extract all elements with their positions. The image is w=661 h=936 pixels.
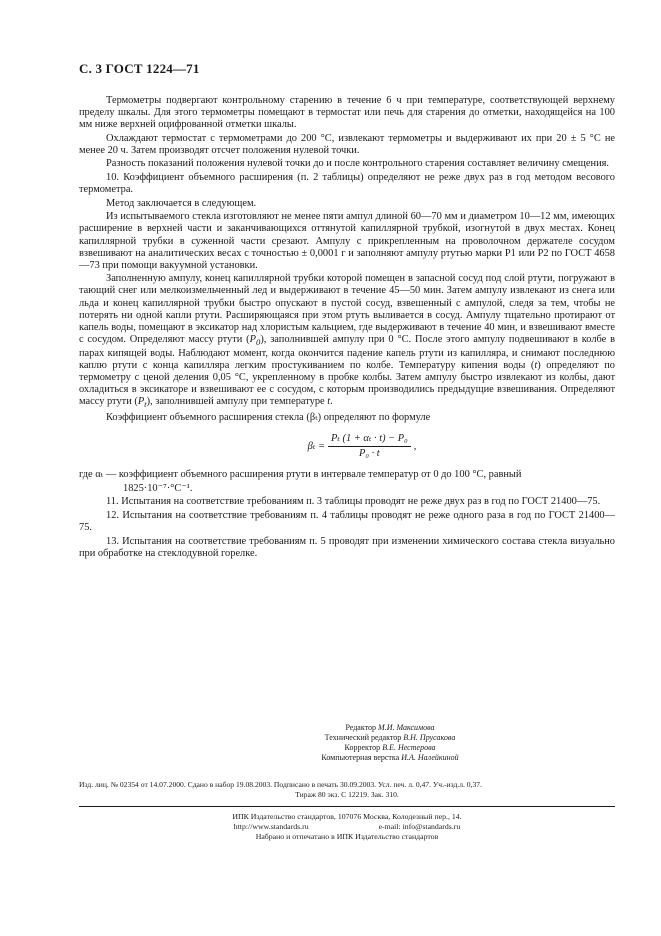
paragraph-item-11: 11. Испытания на соответствие требованиям п. 3 таблицы проводят не реже двух раз в год по ГОСТ 21400—75. (106, 496, 601, 508)
credit-layout: Компьютерная верстка И.А. Налейкиной (321, 753, 459, 762)
procedure-text-d: ), заполнившей ампулу при температуре (146, 396, 328, 408)
credit-editor: Редактор М.И. Максимова (345, 723, 435, 732)
formula-fraction (328, 433, 411, 460)
paragraph-shift: Разность показаний положения нулевой точки до и после контрольного старения составляет величину смещения. (106, 158, 610, 170)
symbol-pt: $P_t$ (137, 396, 147, 410)
publisher-website: http://www.standards.ru (233, 822, 309, 831)
credit-tech-editor: Технический редактор В.Н. Прусакова (324, 733, 456, 742)
page-header: С. 3 ГОСТ 1224—71 (79, 61, 200, 76)
procedure-text-b: ), заполнившей ампулу при 0 °С. После этого ампулу подвешивают в колбе в парах кипящей воды. Наблюдают момент, когда окончится падение капель ртути из капилляра, и снимают последнюю каплю ртути с конца капилляра легким простукиванием по колбе. Температуру кипения воды ( (79, 333, 615, 372)
imprint-line-2: Тираж 80 экз. С 12219. Зак. 310. (295, 790, 399, 799)
imprint-line-1: Изд. лиц. № 02354 от 14.07.2000. Сдано в набор 19.08.2003. Подписано в печать 30.09.2003. Усл. печ. л. 0,47. Уч.-изд.л. 0,37. (79, 780, 482, 789)
symbol-p0: $P_0$ (249, 333, 261, 347)
paragraph-item-10: 10. Коэффициент объемного расширения (п. 2 таблицы) определяют не реже двух раз в год методом весового термометра. (79, 172, 615, 196)
editorial-credits (240, 723, 540, 763)
formula-numerator: Pₜ (1 + αₜ · t) − P₀ (328, 433, 411, 447)
body-text (79, 95, 615, 561)
credit-corrector: Корректор В.Е. Нестерова (344, 743, 436, 752)
formula-denominator: P₀ · t (359, 448, 380, 460)
formula-lhs: βₜ = (307, 440, 326, 452)
procedure-text-c: ) определяют по термометру с ценой деления 0,05 °С, укрепленному в пробке колбы. Затем ампулу быстро извлекают из колбы, дают охладиться в эксикаторе и взвешивают ее с сосудом, с которым производились предыдущие взвешивания. Определяют массу ртути ( (79, 360, 615, 408)
publisher-email: e-mail: info@standards.ru (378, 822, 461, 831)
paragraph-method: Метод заключается в следующем. (106, 197, 257, 209)
paragraph-item-12: 12. Испытания на соответствие требованиям п. 4 таблицы проводят не реже одного раза в год по ГОСТ 21400—75. (79, 510, 615, 534)
formula-comma: , (413, 440, 417, 452)
imprint-info (79, 780, 615, 800)
publisher-printed: Набрано и отпечатано в ИПК Издательство стандартов (255, 832, 439, 841)
publisher-address: ИПК Издательство стандартов, 107076 Москва, Колодезный пер., 14. (232, 812, 462, 821)
symbol-t-final: t (327, 396, 331, 408)
publisher-info (79, 812, 615, 842)
symbol-t: t (534, 360, 538, 372)
paragraph-formula-intro: Коэффициент объемного расширения стекла (βₜ) определяют по формуле (106, 412, 431, 423)
paragraph-alpha-value: 1825·10⁻⁷·°С⁻¹. (123, 482, 193, 494)
paragraph-cooling: Охлаждают термостат с термометрами до 200 °С, извлекают термометры и выдерживают их при 20 ± 5 °С не менее 20 ч. Затем производят отсчет положения нулевой точки. (79, 132, 615, 156)
paragraph-procedure: Заполненную ампулу, конец капиллярной трубки которой помещен в запасной сосуд под слой ртути, погружают в тающий снег или мелкоизмельченный лед и выдерживают в течение 45—50 мин. Затем ампулу извлекают из снега или льда и конец капиллярной трубки быстро опускают в пустой сосуд, взвешенный с ампулой, следя за тем, чтобы не потерять ни одной капли ртути. Расширяющаяся при этом ртуть выливается в сосуд. Ампулу тщательно протирают от капель воды, помещают в эксикатор над хлористым кальцием, где выдерживают в течение 40 мин, и взвешивают вместе с сосудом. Определяют массу ртути $(P_0)$, заполнившей ампулу при 0 °С. После этого ампулу подвешивают в колбе в парах кипящей воды. Наблюдают момент, когда окончится падение капель ртути из капилляра, и снимают последнюю каплю ртути с конца капилляра легким простукиванием по колбе. Температуру кипения воды (t) определяют по термометру с ценой деления 0,05 °С, укрепленному в пробке колбы. Затем ампулу быстро извлекают из колбы, дают охладиться в эксикаторе и взвешивают ее с сосудом, с которым производились предыдущие взвешивания. Определяют массу ртути $(P_t)$, заполнившей ампулу при температуре t. (79, 273, 615, 410)
formula (109, 433, 615, 460)
paragraph-where: где αₜ — коэффициент объемного расширения ртути в интервале температур от 0 до 100 °С, равный (79, 469, 522, 481)
procedure-text-a: Заполненную ампулу, конец капиллярной трубки которой помещен в запасной сосуд под слой ртути, погружают в тающий снег или мелкоизмельченный лед и выдерживают в течение 45—50 мин. Затем ампулу извлекают из снега или льда и конец капиллярной трубки быстро опускают в пустой сосуд, взвешенный с ампулой, следя за тем, чтобы не потерять ни одной капли ртути. Расширяющаяся при этом ртуть выливается в сосуд. Ампулу тщательно протирают от капель воды, помещают в эксикатор над хлористым кальцием, где выдерживают в течение 40 мин, и взвешивают вместе с сосудом. Определяют массу ртути ( (79, 273, 615, 345)
paragraph-ampoules: Из испытываемого стекла изготовляют не менее пяти ампул длиной 60—70 мм и диаметром 10—12 мм, имеющих расширение в верхней части и заканчивающихся оттянутой капиллярной трубкой, изогнутой в двух местах. Конец капиллярной трубки в суженной части срезают. Ампулу с прикрепленным на проволочном держателе сосудом взвешивают на аналитических весах с точностью ± 0,0001 г и заполняют ампулу ртутью марки Р1 или Р2 по ГОСТ 4658—73 при помощи вакуумной установки. (79, 211, 615, 271)
divider-line (79, 806, 615, 807)
paragraph-aging: Термометры подвергают контрольному старению в течение 6 ч при температуре, соответствующей верхнему пределу шкалы. Для этого термометры помещают в термостат или печь для старения до отметки, находящейся на 100 мм ниже верхней оцифрованной отметки шкалы. (79, 95, 615, 131)
paragraph-item-13: 13. Испытания на соответствие требованиям п. 5 проводят при изменении химического состава стекла визуально при обработке на стеклодувной горелке. (79, 535, 615, 559)
